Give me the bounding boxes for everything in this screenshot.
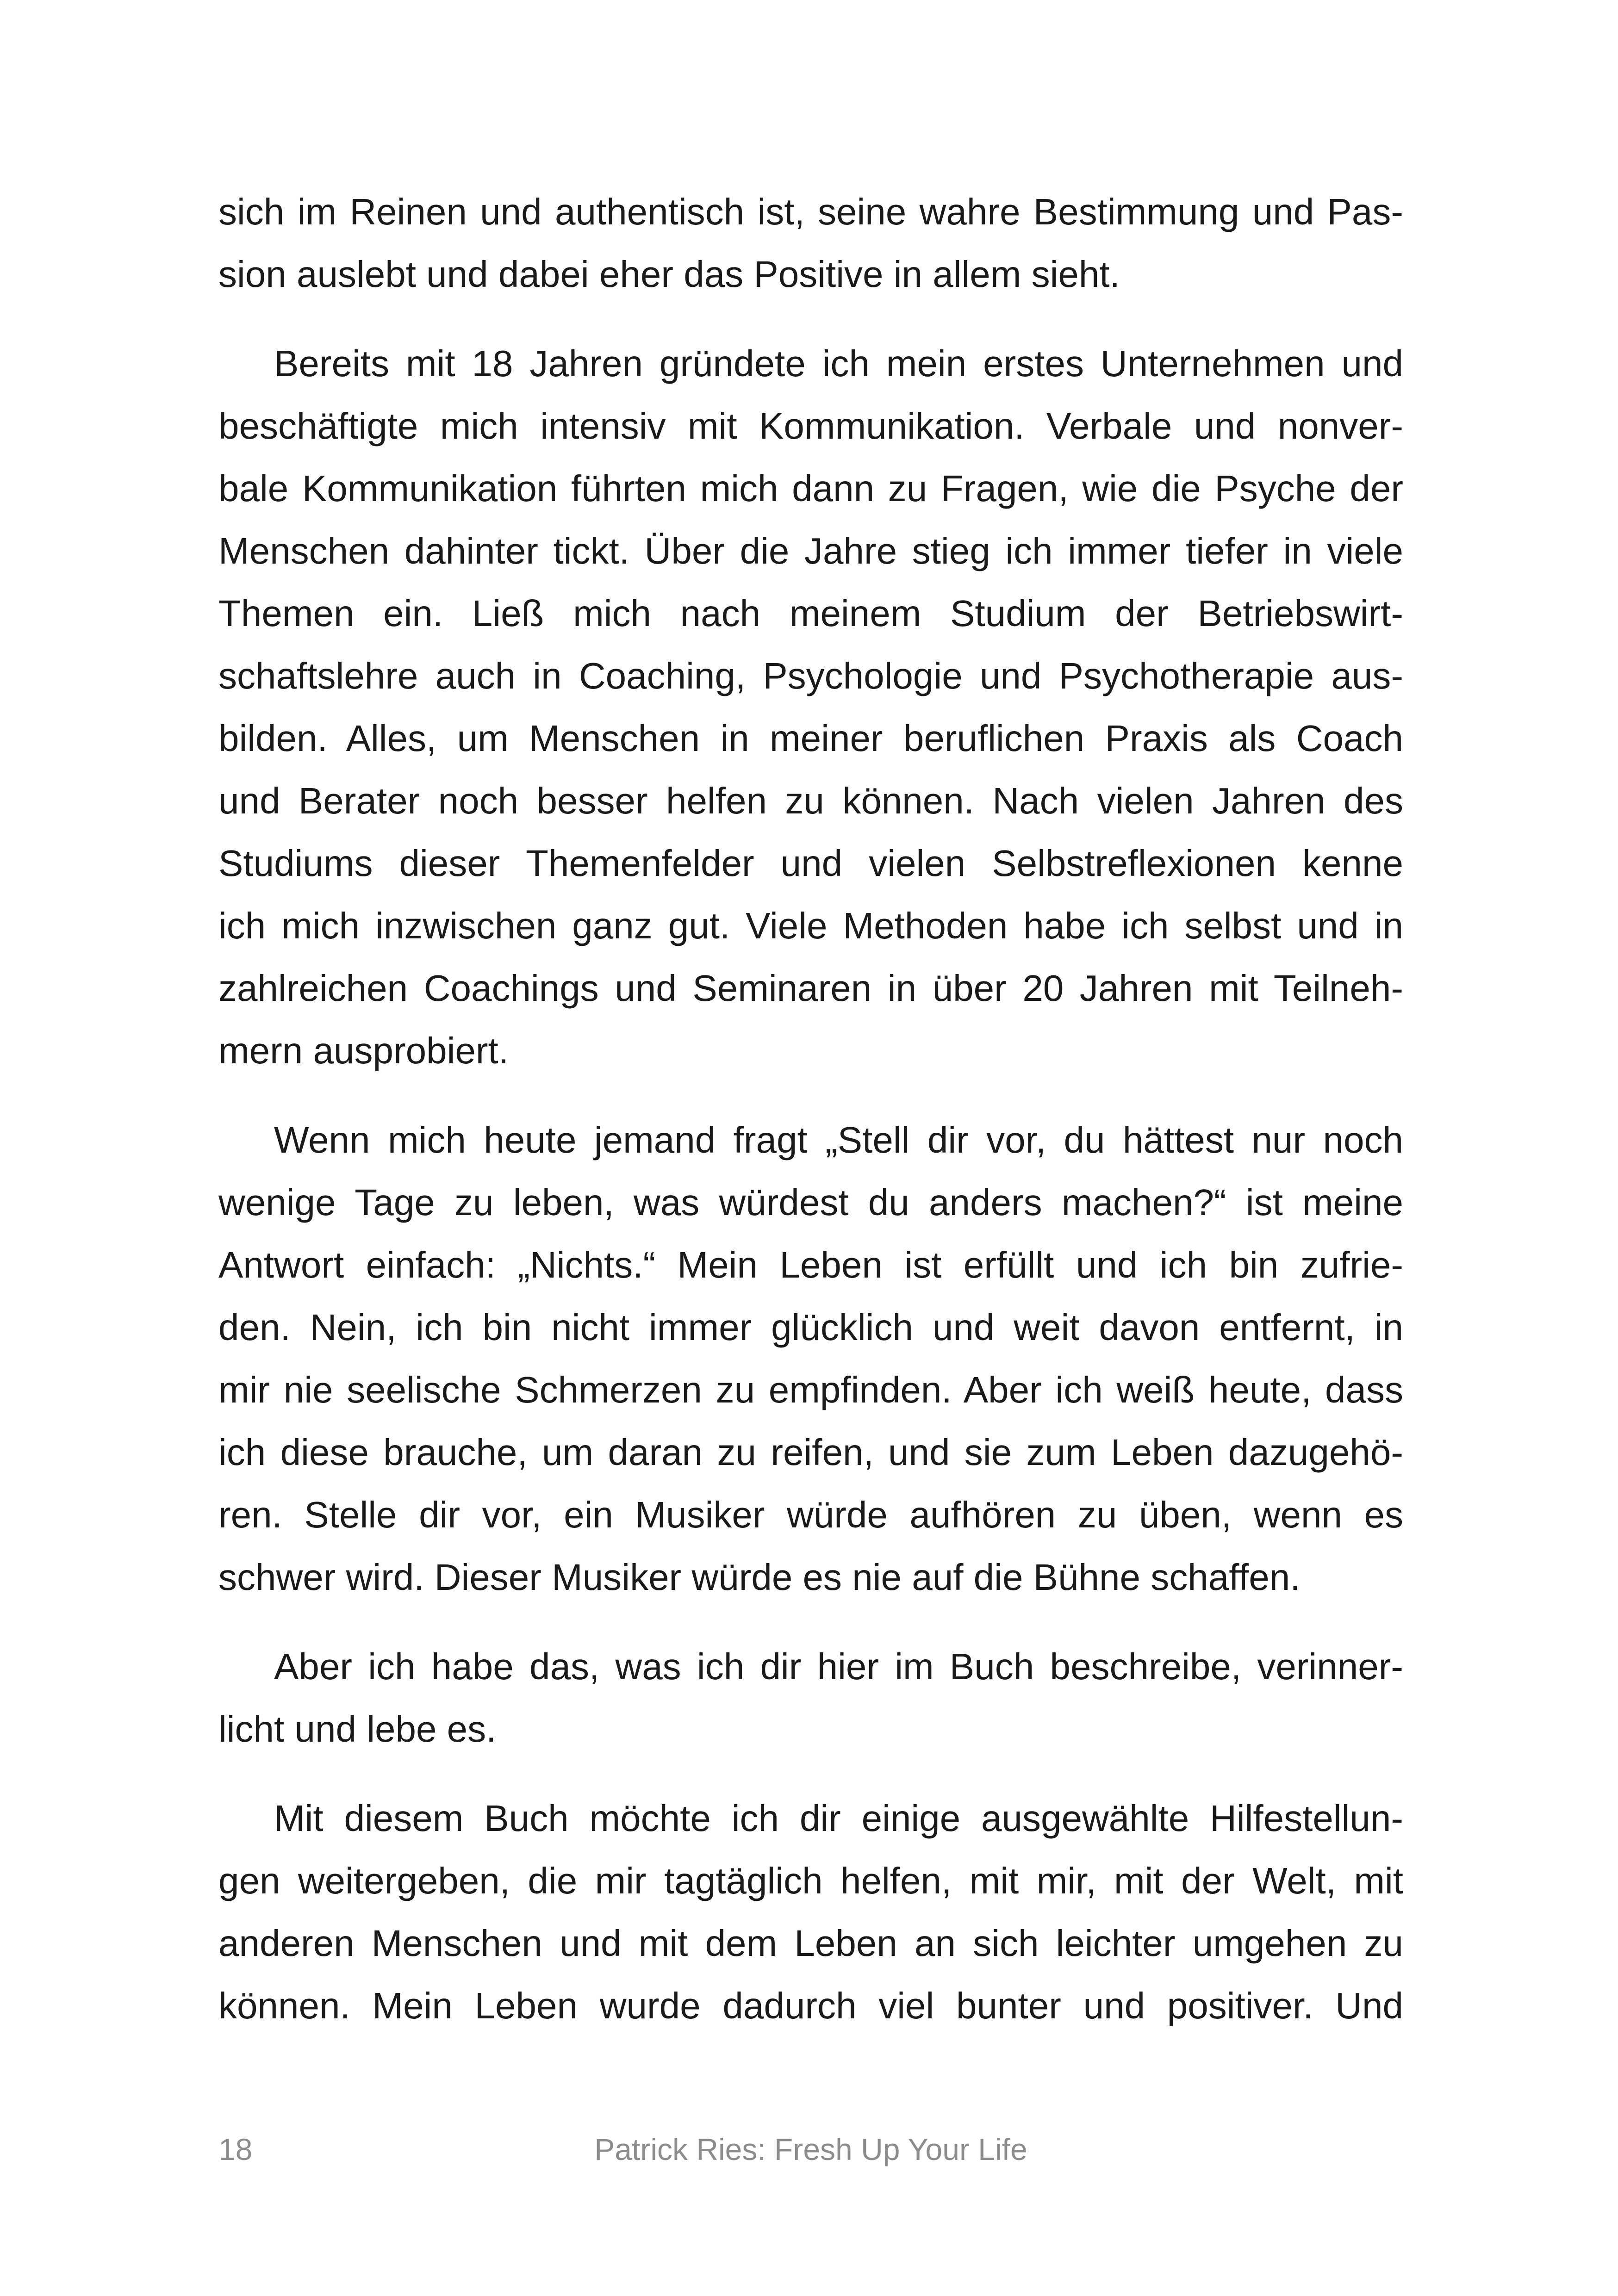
text-line: zahlreichen Coachings und Seminaren in über 20 Jahren mit Teilneh- <box>218 968 1403 1009</box>
text-line: sich im Reinen und authentisch ist, seine wahre Bestimmung und Pas- <box>218 191 1403 232</box>
text-line: ren. Stelle dir vor, ein Musiker würde aufhören zu üben, wenn es <box>218 1494 1403 1535</box>
text-line: schwer wird. Dieser Musiker würde es nie auf die Bühne schaffen. <box>218 1557 1301 1598</box>
text-line: können. Mein Leben wurde dadurch viel bunter und positiver. Und <box>218 1985 1403 2026</box>
text-line: den. Nein, ich bin nicht immer glücklich und weit davon entfernt, in <box>218 1307 1403 1348</box>
text-line: Studiums dieser Themenfelder und vielen Selbstreflexionen kenne <box>218 843 1403 884</box>
text-line: schaftslehre auch in Coaching, Psychologie und Psychotherapie aus- <box>218 655 1403 696</box>
text-line: licht und lebe es. <box>218 1708 497 1750</box>
text-line: Wenn mich heute jemand fragt „Stell dir vor, du hättest nur noch <box>274 1119 1403 1160</box>
text-line: Menschen dahinter tickt. Über die Jahre stieg ich immer tiefer in viele <box>218 530 1403 571</box>
body-text <box>218 180 1403 2037</box>
paragraph-3 <box>218 1109 1403 1608</box>
text-line: bilden. Alles, um Menschen in meiner beruflichen Praxis als Coach <box>218 718 1403 759</box>
paragraph-4 <box>218 1635 1403 1760</box>
text-line: sion auslebt und dabei eher das Positive in allem sieht. <box>218 254 1120 295</box>
text-line: Antwort einfach: „Nichts.“ Mein Leben ist erfüllt und ich bin zufrie- <box>218 1244 1403 1285</box>
running-title: Patrick Ries: Fresh Up Your Life <box>594 2132 1027 2166</box>
text-line: anderen Menschen und mit dem Leben an sich leichter umgehen zu <box>218 1923 1403 1964</box>
paragraph-1 <box>218 180 1403 305</box>
text-line: Themen ein. Ließ mich nach meinem Studium der Betriebswirt- <box>218 593 1403 634</box>
page-footer <box>218 2128 1403 2170</box>
text-line: und Berater noch besser helfen zu können. Nach vielen Jahren des <box>218 780 1403 821</box>
text-line: ich diese brauche, um daran zu reifen, und sie zum Leben dazugehö- <box>218 1432 1403 1473</box>
text-line: gen weitergeben, die mir tagtäglich helfen, mit mir, mit der Welt, mit <box>218 1860 1403 1901</box>
text-line: bale Kommunikation führten mich dann zu Fragen, wie die Psyche der <box>218 468 1403 509</box>
text-line: mir nie seelische Schmerzen zu empfinden. Aber ich weiß heute, dass <box>218 1369 1403 1410</box>
paragraph-5 <box>218 1787 1403 2037</box>
text-line: Bereits mit 18 Jahren gründete ich mein erstes Unternehmen und <box>274 343 1403 384</box>
paragraph-2 <box>218 332 1403 1082</box>
text-line: Mit diesem Buch möchte ich dir einige ausgewählte Hilfestellun- <box>274 1798 1403 1839</box>
page-number: 18 <box>218 2132 253 2166</box>
text-line: ich mich inzwischen ganz gut. Viele Methoden habe ich selbst und in <box>218 905 1403 946</box>
text-line: Aber ich habe das, was ich dir hier im Buch beschreibe, verinner- <box>274 1646 1403 1687</box>
text-line: mern ausprobiert. <box>218 1030 509 1071</box>
text-line: wenige Tage zu leben, was würdest du anders machen?“ ist meine <box>218 1182 1403 1223</box>
text-line: beschäftigte mich intensiv mit Kommunikation. Verbale und nonver- <box>218 405 1403 447</box>
